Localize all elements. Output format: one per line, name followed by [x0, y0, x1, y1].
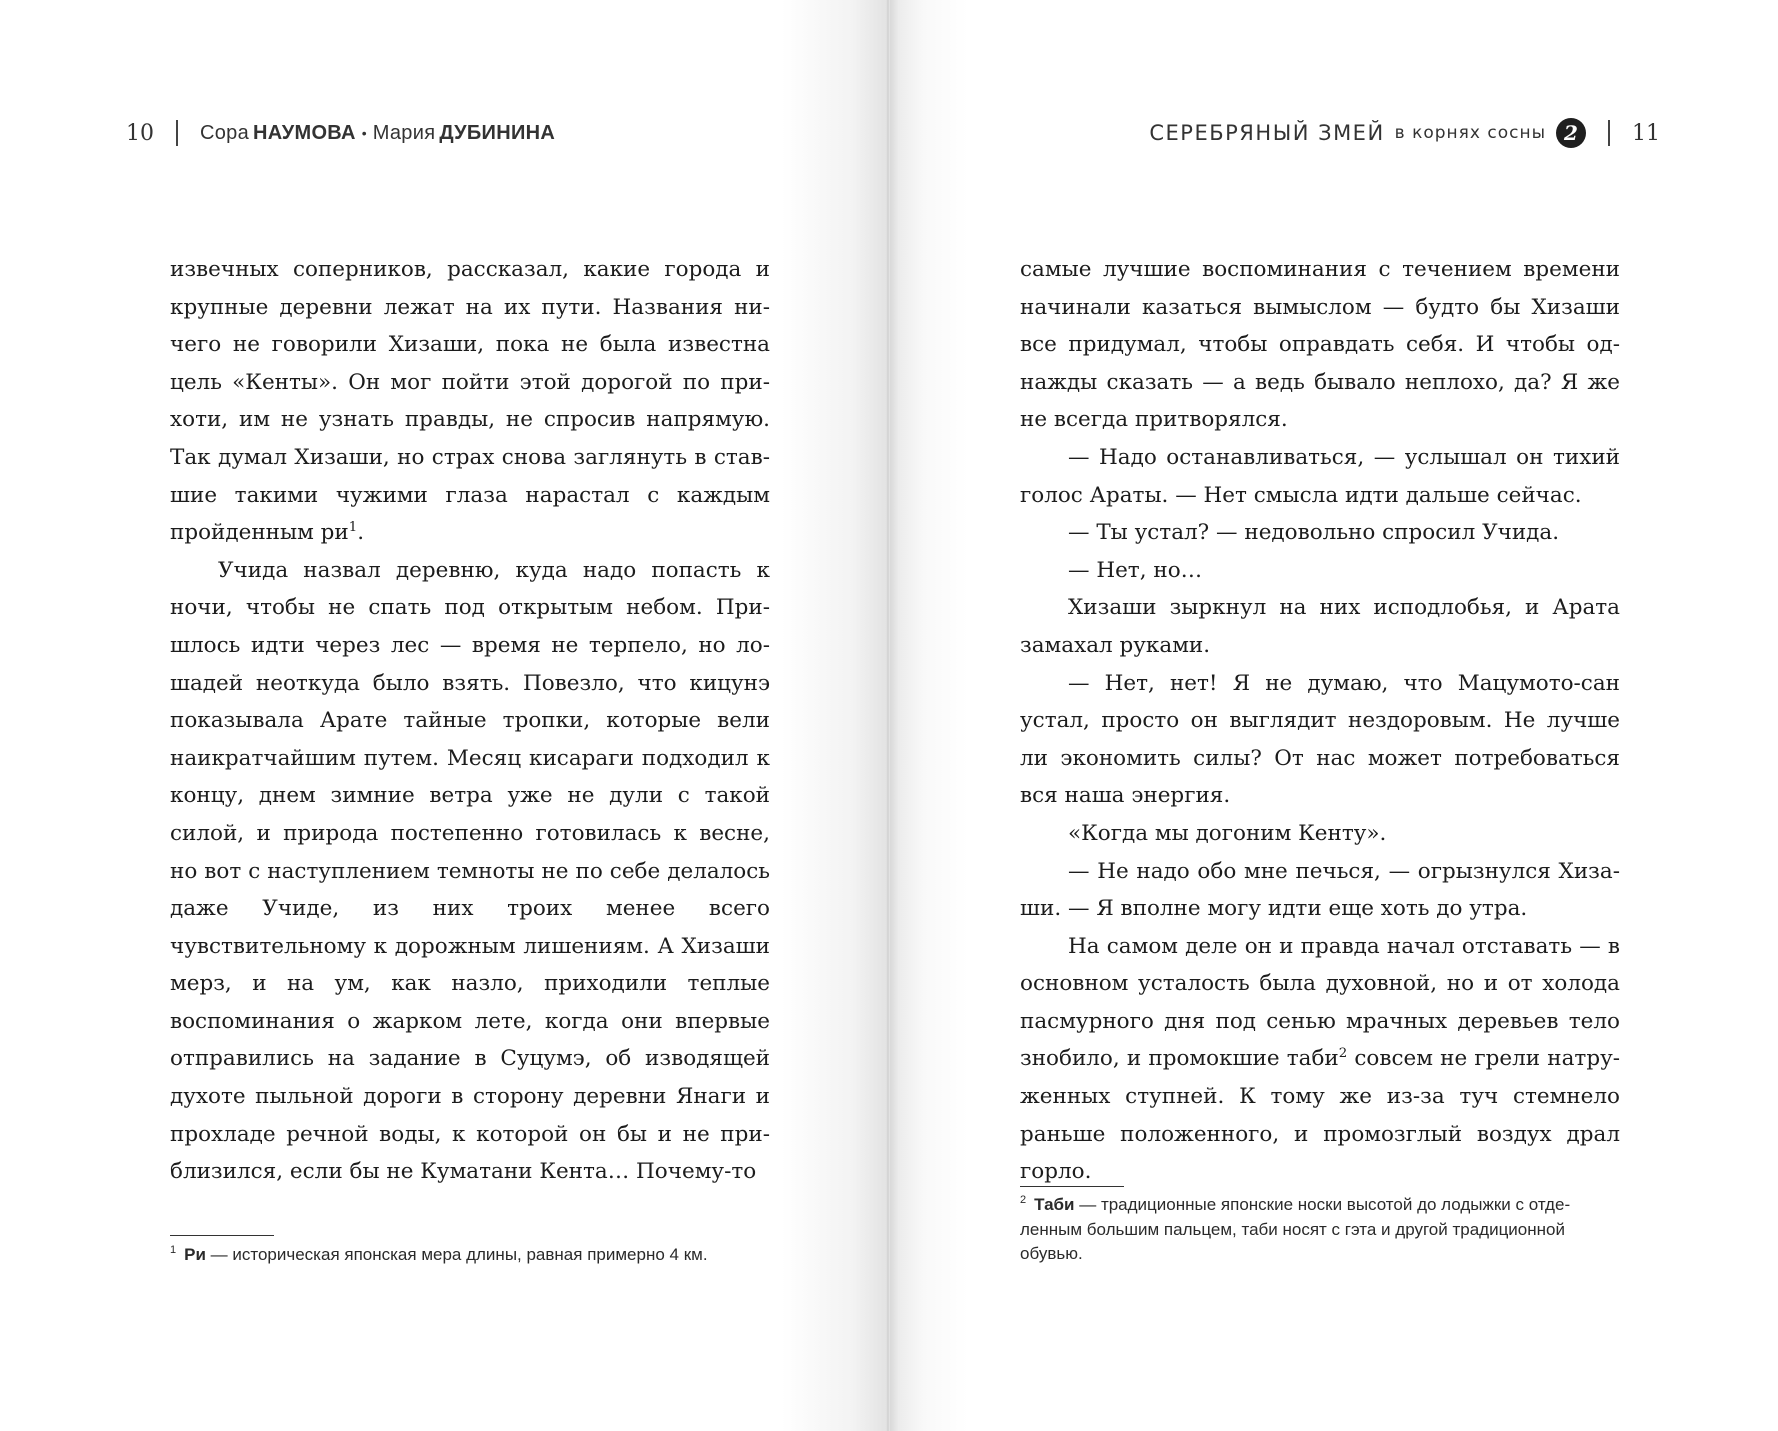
footnote-rule [1020, 1186, 1124, 1187]
footnote-definition: — традиционные японские носки высотой до лодыжки с отделенным большим пальцем, таби носят с гэта и другой традиционной обувью. [1020, 1195, 1571, 1263]
right-body-text [1020, 251, 1620, 1191]
book-subtitle: в корнях сосны [1394, 123, 1546, 143]
paragraph: извечных соперников, рассказал, какие города и крупные деревни лежат на их пути. Названия ничего не говорили Хизаши, пока не была известна цель «Кенты». Он мог пойти этой дорогой по прихоти, им не узнать правды, не спросив напрямую. Так думал Хизаши, но страх снова заглянуть в ставшие такими чужими глаза нарастал с каждым пройденным $ри^1$. [170, 257, 770, 546]
volume-badge: 2 [1556, 118, 1586, 148]
book-title: СЕРЕБРЯНЫЙ ЗМЕЙ [1149, 121, 1385, 145]
paragraph: — Нет, нет! Я не думаю, что Мацумото-сан устал, просто он выглядит нездоровым. Не лучше ли экономить силы? От нас может потребоваться вся наша энергия. [1020, 670, 1620, 809]
page-number-left: 10 [126, 120, 154, 146]
author-separator: • [361, 125, 367, 141]
footnote-rule [170, 1235, 274, 1236]
header-divider [176, 120, 178, 146]
header-divider [1608, 120, 1610, 146]
footnote-term: Ри [184, 1245, 206, 1264]
paragraph: самые лучшие воспоминания с течением времени начинали казаться вымыслом — будто бы Хизаши все придумал, чтобы оправдать себя. И чтобы однажды сказать — а ведь бывало неплохо, да? Я же не всегда притворялся. [1020, 257, 1620, 433]
footnote-number: 1 [170, 1244, 177, 1257]
left-running-head [126, 116, 555, 150]
footnote-definition: — историческая японская мера длины, равная примерно 4 км. [205, 1245, 708, 1264]
paragraph: Хизаши зыркнул на них исподлобья, и Арата замахал руками. [1020, 595, 1620, 658]
footnote-number: 2 [1020, 1194, 1027, 1207]
left-page [0, 0, 888, 1431]
paragraph: Учида назвал деревню, куда надо попасть к ночи, чтобы не спать под открытым небом. Пришлось идти через лес — время не терпело, но лошадей неоткуда было взять. Повезло, что кицунэ показывала Арате тайные тропки, которые вели наикратчайшим путем. Месяц кисараги подходил к концу, днем зимние ветра уже не дули с такой силой, и природа постепенно готовилась к весне, но вот с наступлением темноты не по себе делалось даже Учиде, из них троих менее всего чувствительному к дорожным лишениям. А Хизаши мерз, и на ум, как назло, приходили теплые воспоминания о жарком лете, когда они впервые отправились на задание в Суцумэ, об изводящей духоте пыльной дороги в сторону деревни Янаги и прохладе речной воды, к которой он бы и не приблизился, если бы не Куматани Кента… Почему-то [170, 557, 770, 1185]
author1-last-name: НАУМОВА [253, 121, 356, 144]
page-number-right: 11 [1632, 120, 1660, 146]
author1-first-name: Сора [200, 121, 250, 144]
author2-first-name: Мария [372, 121, 436, 144]
footnote [170, 1243, 770, 1268]
left-body-text [170, 251, 770, 1191]
footnote-ref: 2 [1338, 1046, 1348, 1062]
paragraph: — Ты устал? — недовольно спросил Учида. [1068, 520, 1560, 546]
book-gutter [886, 0, 890, 1431]
paragraph: «Когда мы догоним Кенту». [1068, 820, 1387, 846]
paragraph: — Не надо обо мне печься, — огрызнулся Хизаши. — Я вполне могу идти еще хоть до утра. [1020, 858, 1620, 922]
right-running-head [1149, 116, 1660, 150]
footnote-ref: 1 [348, 520, 358, 535]
author2-last-name: ДУБИНИНА [439, 121, 556, 144]
footnote [1020, 1193, 1620, 1267]
paragraph: На самом деле он и правда начал отставать — в основном усталость была духовной, но и от холода пасмурного дня под сенью мрачных деревьев тело знобило, и промокшие таби$^2$ совсем не грели натруженных ступней. К тому же из-за туч стемнело раньше положенного, и промозглый воздух драл горло. [1020, 933, 1620, 1185]
footnote-term: Таби [1034, 1195, 1075, 1214]
paragraph: — Надо останавливаться, — услышал он тихий голос Араты. — Нет смысла идти дальше сейчас. [1020, 444, 1620, 508]
paragraph: — Нет, но… [1068, 557, 1203, 583]
